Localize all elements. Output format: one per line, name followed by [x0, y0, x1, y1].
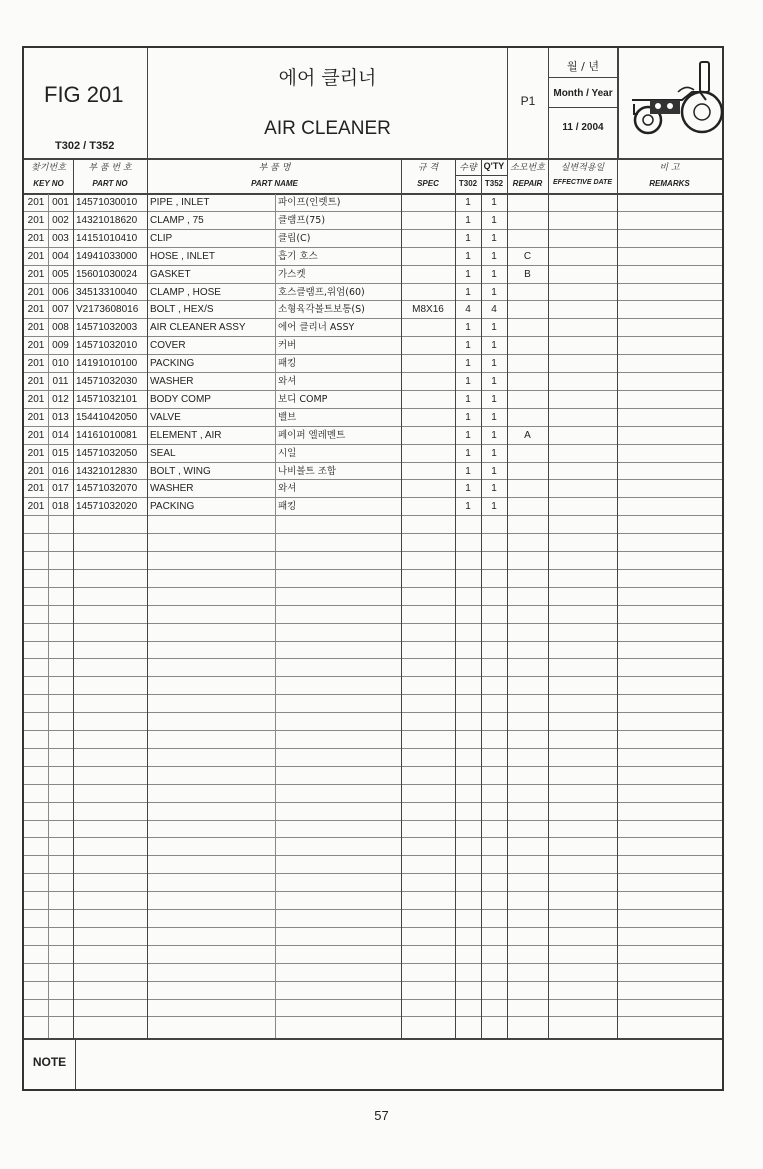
cell-part-no: 14571032101 — [76, 393, 138, 405]
cell-key: 015 — [52, 447, 69, 459]
cell-name-en: WASHER — [150, 376, 194, 387]
col-partname-kr: 부 품 명 — [258, 163, 291, 173]
cell-spec — [401, 266, 455, 283]
cell-key: 008 — [52, 322, 69, 334]
cell-key: 013 — [52, 411, 69, 423]
cell-repair — [507, 391, 548, 408]
cell-key: 014 — [52, 429, 69, 441]
cell-q1: 1 — [465, 197, 471, 208]
col-remarks-kr: 비 고 — [659, 163, 680, 173]
cell-q1: 1 — [465, 250, 471, 262]
cell-key: 001 — [52, 197, 69, 208]
cell-part-no: 14571032020 — [76, 501, 138, 513]
cell-fig: 201 — [27, 501, 45, 513]
cell-spec — [401, 409, 455, 426]
cell-key: 006 — [52, 286, 69, 298]
cell-key: 009 — [52, 340, 69, 352]
cell-q1: 1 — [465, 483, 471, 495]
cell-q2: 1 — [491, 376, 497, 387]
cell-name-en: GASKET — [150, 268, 191, 280]
col-repair-kr: 소모번호 — [510, 163, 545, 173]
cell-q2: 1 — [491, 393, 497, 405]
cell-name-en: ELEMENT , AIR — [150, 429, 222, 441]
col-qty: Q'TY — [483, 161, 505, 171]
cell-repair — [507, 284, 548, 301]
model-label: T302 / T352 — [55, 140, 115, 152]
cell-fig: 201 — [27, 268, 45, 280]
cell-key: 005 — [52, 268, 69, 280]
cell-repair — [507, 230, 548, 247]
col-effective-kr: 실변적용일 — [560, 163, 605, 173]
cell-key: 003 — [52, 232, 69, 244]
cell-fig: 201 — [27, 232, 45, 244]
cell-fig: 201 — [27, 322, 45, 334]
cell-part-no: 14161010081 — [76, 429, 138, 441]
cell-part-no: V2173608016 — [76, 304, 139, 316]
cell-name-kr: 와셔 — [278, 376, 297, 387]
cell-q2: 1 — [491, 286, 497, 298]
cell-q1: 1 — [465, 358, 471, 370]
cell-name-en: BODY COMP — [150, 393, 211, 405]
cell-q2: 1 — [491, 411, 497, 423]
cell-q1: 1 — [465, 214, 471, 226]
cell-fig: 201 — [27, 340, 45, 352]
cell-name-en: HOSE , INLET — [150, 250, 216, 262]
cell-name-kr: 나비볼트 조합 — [278, 465, 337, 477]
month-year-korean: 월 / 년 — [567, 60, 599, 73]
cell-name-en: PACKING — [150, 358, 195, 370]
cell-part-no: 14191010100 — [76, 358, 138, 370]
cell-key: 004 — [52, 250, 69, 262]
cell-repair — [507, 498, 548, 515]
cell-name-en: SEAL — [150, 447, 176, 459]
cell-q1: 1 — [465, 393, 471, 405]
cell-q1: 1 — [465, 322, 471, 334]
cell-key: 016 — [52, 465, 69, 477]
cell-q2: 1 — [491, 268, 497, 280]
title-english: AIR CLEANER — [264, 118, 391, 139]
cell-fig: 201 — [27, 393, 45, 405]
cell-fig: 201 — [27, 214, 45, 226]
cell-fig: 201 — [27, 304, 45, 316]
cell-spec — [401, 337, 455, 354]
note-area — [76, 1039, 722, 1089]
cell-repair — [507, 480, 548, 497]
cell-q2: 1 — [491, 483, 497, 495]
col-partno: PART NO — [92, 179, 128, 188]
cell-q1: 1 — [465, 429, 471, 441]
cell-part-no: 14151010410 — [76, 232, 138, 244]
cell-repair — [507, 463, 548, 480]
cell-name-kr: 커버 — [278, 340, 297, 352]
cell-spec — [401, 355, 455, 372]
cell-name-en: PACKING — [150, 501, 195, 513]
col-qty-t302: T302 — [458, 179, 478, 188]
cell-fig: 201 — [27, 250, 45, 262]
cell-fig: 201 — [27, 286, 45, 298]
cell-spec — [401, 463, 455, 480]
cell-key: 018 — [52, 501, 69, 513]
cell-repair: B — [524, 268, 531, 280]
cell-name-kr: 보디 COMP — [278, 393, 328, 405]
cell-q1: 1 — [465, 232, 471, 244]
cell-fig: 201 — [27, 447, 45, 459]
cell-name-kr: 에어 클리너 ASSY — [278, 322, 355, 334]
cell-key: 010 — [52, 358, 69, 370]
col-remarks: REMARKS — [649, 179, 690, 188]
cell-name-en: COVER — [150, 340, 186, 352]
cell-name-kr: 패킹 — [278, 501, 297, 513]
cell-name-kr: 파이프(인렛트) — [278, 197, 341, 208]
cell-key: 002 — [52, 214, 69, 226]
cell-name-en: CLAMP , HOSE — [150, 286, 221, 298]
cell-q2: 1 — [491, 340, 497, 352]
cell-spec — [401, 230, 455, 247]
cell-name-kr: 클램프(75) — [278, 214, 326, 226]
cell-name-kr: 시일 — [278, 447, 297, 459]
col-qty-t352: T352 — [484, 179, 504, 188]
cell-q1: 1 — [465, 501, 471, 513]
cell-key: 007 — [52, 304, 69, 316]
parts-list-sheet — [22, 46, 724, 1091]
cell-q2: 1 — [491, 465, 497, 477]
cell-repair — [507, 337, 548, 354]
cell-part-no: 14571032010 — [76, 340, 138, 352]
cell-name-kr: 패킹 — [278, 358, 297, 370]
cell-q1: 1 — [465, 286, 471, 298]
cell-part-no: 14571032070 — [76, 483, 138, 495]
cell-name-en: CLAMP , 75 — [150, 214, 204, 226]
col-spec-kr: 규 격 — [417, 163, 439, 173]
cell-name-en: WASHER — [150, 483, 194, 495]
page-number: 57 — [374, 1108, 389, 1123]
cell-spec — [401, 445, 455, 462]
cell-fig: 201 — [27, 411, 45, 423]
tractor-icon — [622, 56, 724, 144]
col-qty-kr: 수량 — [459, 163, 477, 173]
cell-repair — [507, 445, 548, 462]
cell-q1: 1 — [465, 268, 471, 280]
cell-spec — [401, 427, 455, 444]
cell-repair: C — [523, 250, 532, 262]
cell-name-en: PIPE , INLET — [150, 197, 210, 208]
cell-name-kr: 클립(C) — [278, 232, 311, 244]
cell-name-en: CLIP — [150, 232, 173, 244]
cell-part-no: 14941033000 — [76, 250, 138, 262]
cell-repair — [507, 301, 548, 318]
title-korean: 에어 클리너 — [278, 67, 377, 89]
cell-q1: 4 — [465, 304, 471, 316]
cell-key: 017 — [52, 483, 69, 495]
cell-fig: 201 — [27, 376, 45, 387]
cell-part-no: 14571030010 — [76, 197, 138, 208]
cell-name-kr: 흡기 호스 — [278, 250, 318, 262]
cell-name-en: BOLT , HEX/S — [150, 304, 214, 316]
cell-fig: 201 — [27, 465, 45, 477]
col-key: KEY NO — [33, 179, 64, 188]
cell-repair — [507, 355, 548, 372]
cell-q2: 1 — [491, 501, 497, 513]
cell-name-kr: 와셔 — [278, 483, 297, 495]
cell-spec: M8X16 — [412, 304, 444, 316]
cell-q2: 1 — [491, 197, 497, 208]
cell-spec — [401, 212, 455, 229]
cell-name-kr: 소형육각볼트보통(S) — [278, 304, 365, 316]
page-code: P1 — [520, 94, 536, 108]
cell-spec — [401, 319, 455, 336]
cell-part-no: 14571032050 — [76, 447, 138, 459]
cell-part-no: 34513310040 — [76, 286, 138, 298]
cell-part-no: 14571032030 — [76, 376, 138, 387]
cell-repair — [507, 212, 548, 229]
cell-key: 011 — [52, 376, 69, 387]
cell-name-en: AIR CLEANER ASSY — [150, 322, 246, 334]
cell-fig: 201 — [27, 358, 45, 370]
cell-q1: 1 — [465, 411, 471, 423]
cell-part-no: 14321018620 — [76, 214, 138, 226]
cell-spec — [401, 373, 455, 390]
cell-q2: 1 — [491, 214, 497, 226]
cell-repair — [507, 319, 548, 336]
month-year-label: Month / Year — [553, 88, 613, 99]
cell-q2: 1 — [491, 447, 497, 459]
cell-name-kr: 페이퍼 엘레멘트 — [278, 429, 346, 441]
col-key-kr: 찾기번호 — [31, 163, 66, 173]
cell-spec — [401, 194, 455, 211]
cell-q1: 1 — [465, 465, 471, 477]
cell-part-no: 14321012830 — [76, 465, 138, 477]
col-partno-kr: 부 품 번 호 — [88, 163, 132, 173]
cell-name-kr: 밸브 — [278, 411, 297, 423]
cell-repair: A — [524, 429, 531, 441]
cell-q2: 1 — [491, 250, 497, 262]
col-partname: PART NAME — [251, 179, 298, 188]
col-repair: REPAIR — [512, 179, 543, 188]
col-spec: SPEC — [417, 179, 439, 188]
cell-q1: 1 — [465, 376, 471, 387]
cell-part-no: 14571032003 — [76, 322, 138, 334]
fig-number: FIG 201 — [44, 82, 124, 107]
cell-q2: 1 — [491, 232, 497, 244]
cell-fig: 201 — [27, 197, 45, 208]
cell-q2: 1 — [491, 429, 497, 441]
cell-repair — [507, 194, 548, 211]
cell-q2: 1 — [491, 322, 497, 334]
cell-repair — [507, 373, 548, 390]
cell-part-no: 15601030024 — [76, 268, 138, 280]
cell-fig: 201 — [27, 429, 45, 441]
cell-q2: 1 — [491, 358, 497, 370]
cell-spec — [401, 284, 455, 301]
cell-q1: 1 — [465, 447, 471, 459]
cell-spec — [401, 391, 455, 408]
cell-key: 012 — [52, 393, 69, 405]
note-label: NOTE — [32, 1055, 67, 1069]
cell-name-kr: 가스켓 — [278, 268, 306, 280]
cell-fig: 201 — [27, 483, 45, 495]
cell-part-no: 15441042050 — [76, 411, 138, 423]
cell-name-kr: 호스클램프,위엄(60) — [278, 286, 365, 298]
cell-spec — [401, 480, 455, 497]
cell-name-en: VALVE — [150, 411, 181, 423]
col-effective-date: EFFECTIVE DATE — [553, 179, 612, 186]
cell-spec — [401, 498, 455, 515]
cell-repair — [507, 409, 548, 426]
cell-q1: 1 — [465, 340, 471, 352]
cell-name-en: BOLT , WING — [150, 465, 211, 477]
cell-spec — [401, 248, 455, 265]
cell-q2: 4 — [491, 304, 497, 316]
issue-date: 11 / 2004 — [562, 122, 604, 133]
